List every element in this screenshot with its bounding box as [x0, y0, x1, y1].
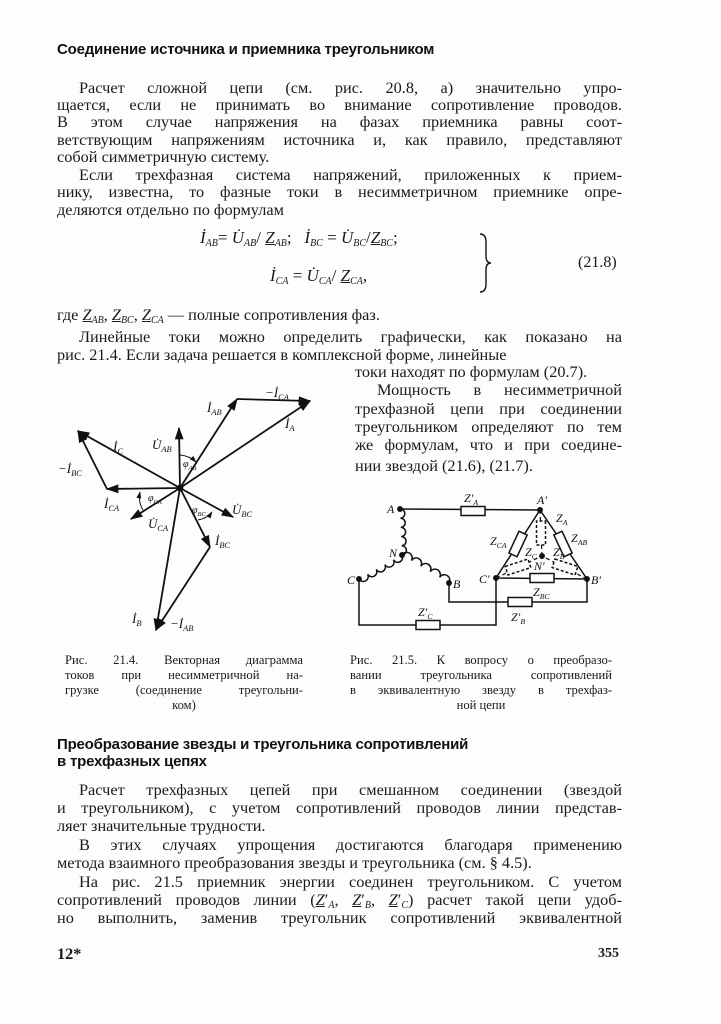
circuit-node: [540, 554, 544, 558]
vector-label: $İ_{BC}$: [215, 533, 231, 550]
circuit-label: C: [347, 573, 356, 587]
text-line: Если трехфазная система напряжений, приложенных к прием-: [79, 165, 622, 184]
vector-label: $-İ_{CA}$: [265, 385, 289, 402]
formula-line-1: $İ_{AB}=$ $U̇_{AB}/$ $Z_{AB}$; $İ_{BC}$ = $U̇_{BC}/Z_{BC}$;: [200, 228, 398, 249]
origin-point: [178, 486, 183, 491]
circuit-label: $Z'_A$: [464, 491, 479, 507]
resistor-z-prime-b: [508, 598, 532, 607]
circuit-node: [585, 577, 589, 581]
vector-label: $\varphi_{AB}$: [183, 459, 197, 472]
vector-label: $İ_A$: [285, 416, 295, 433]
vector-label: $-İ_{BC}$: [58, 461, 82, 478]
circuit-label: $Z_B$: [553, 545, 565, 561]
circuit-label: B: [453, 577, 461, 591]
text-line-z-prime: сопротивлений проводов линии ($Z'_A$, $Z'_B$, $Z'_C$) расчет такой цепи удоб-: [57, 890, 622, 911]
vector-i-ca: [107, 488, 180, 489]
text-line: ляет значительные трудности.: [57, 816, 266, 835]
text-line: рис. 21.4. Если задача решается в комплексной форме, линейные: [57, 345, 507, 364]
circuit-label: $Z_{AB}$: [571, 531, 588, 547]
figure-21-5-caption-line: ной цепи: [456, 698, 506, 712]
section-heading-2-line-2: в трехфазных цепях: [57, 753, 207, 770]
text-line: деляются отдельно по формулам: [57, 200, 284, 219]
resistor-z-prime-a: [461, 507, 485, 516]
text-line: нику, известна, то фазные токи в несимметричном приемнике опре-: [57, 182, 622, 201]
resistor-z-c-star: [505, 559, 531, 575]
vector-label: $U̇_{AB}$: [152, 437, 172, 454]
text-line: Расчет сложной цепи (см. рис. 20.8, а) значительно упро-: [79, 78, 622, 97]
text-line: Линейные токи можно определить графически, как показано на: [79, 327, 622, 346]
circuit-label: C′: [479, 572, 490, 586]
section-heading-2-line-1: Преобразование звезды и треугольника сопротивлений: [57, 736, 469, 753]
circuit-label: $Z_{BC}$: [533, 585, 550, 601]
vector-label: $U̇_{BC}$: [232, 502, 253, 519]
text-line: трехфазной цепи при соединении: [355, 399, 622, 418]
text-line: но выполнить, заменив треугольник сопротивлений эквивалентной: [57, 908, 622, 927]
vector-i-b: [156, 488, 180, 630]
text-line: и треугольником), с учетом сопротивлений проводов линии представ-: [57, 798, 622, 817]
vector-label: $İ_B$: [132, 611, 142, 628]
resistor-z-b-star: [552, 559, 578, 575]
vector-i-c: [78, 431, 180, 488]
circuit-label: A′: [537, 493, 547, 507]
text-line: В этих случаях упрощения достигаются благодаря применению: [79, 835, 622, 854]
circuit-node: [538, 508, 542, 512]
text-line: щается, если не принимать во внимание сопротивление проводов.: [57, 95, 622, 114]
vector-label: $\varphi_{CA}$: [148, 493, 162, 506]
source-winding-a: [400, 509, 406, 555]
circuit-label: N: [389, 546, 398, 560]
text-line: На рис. 21.5 приемник энергии соединен треугольником. С учетом: [79, 872, 622, 891]
page-number: 355: [598, 946, 619, 961]
circuit-label: $Z_{CA}$: [490, 534, 507, 550]
text-line: Расчет трехфазных цепей при смешанном соединении (звездой: [79, 780, 622, 799]
circuit-label: $Z_A$: [556, 511, 568, 527]
circuit-label: $Z'_C$: [418, 605, 433, 621]
circuit-label: A: [387, 502, 395, 516]
text-line: метода взаимного преобразования звезды и треугольника (см. § 4.5).: [57, 853, 532, 872]
circuit-label: $Z_C$: [525, 545, 537, 561]
figure-21-4-caption-line: Рис. 21.4. Векторная диаграмма: [65, 653, 303, 667]
text-line: В этом случае напряжения на фазах приемника равны соот-: [57, 112, 622, 131]
circuit-label: B′: [591, 573, 601, 587]
text-line: токи находят по формулам (20.7).: [355, 362, 588, 381]
vector-label: $İ_C$: [113, 439, 123, 456]
equation-number: (21.8): [578, 254, 617, 271]
text-line: Мощность в несимметричной: [377, 380, 622, 399]
vector-i-a: [180, 401, 310, 488]
figure-21-4-caption-line: ком): [172, 698, 196, 712]
vector-label: $U̇_{CA}$: [148, 516, 169, 533]
circuit-node: [398, 507, 402, 511]
circuit-label: $Z'_B$: [511, 610, 526, 626]
angle-arc-phi-ca: [139, 492, 143, 510]
resistor-z-a-star: [537, 521, 546, 545]
formula-line-2: $İ_{CA}$ = $U̇_{CA}/$ $Z_{CA}$,: [270, 266, 368, 287]
text-line: ветствующим напряжениям источника и, как правило, представляют: [57, 130, 622, 149]
text-line: нии звездой (21.6), (21.7).: [355, 456, 533, 475]
figure-21-4-caption-line: грузке (соединение треугольни-: [65, 683, 303, 697]
resistor-z-bc: [530, 574, 554, 583]
circuit-node: [447, 581, 451, 585]
signature-mark: 12*: [57, 944, 82, 963]
figure-21-5-caption-line: вании треугольника сопротивлений: [350, 668, 612, 682]
vector-label: $\varphi_{BC}$: [192, 505, 206, 518]
resistor-z-prime-c: [416, 621, 440, 630]
where-line: где $Z_{AB}$, $Z_{BC}$, $Z_{CA}$ — полные сопротивления фаз.: [57, 305, 380, 326]
vector-u-ab: [179, 428, 180, 488]
circuit-label: N′: [534, 559, 545, 573]
vector-label: $İ_{CA}$: [104, 496, 120, 513]
text-line: треугольником определяют по тем: [355, 417, 622, 436]
text-line: собой симметричную систему.: [57, 147, 270, 166]
text-line: же формулам, что и при соедине-: [355, 435, 622, 454]
section-heading: Соединение источника и приемника треугольником: [57, 41, 435, 58]
circuit-diagram-figure: [357, 507, 589, 630]
circuit-node: [357, 577, 361, 581]
vector-label: $-İ_{AB}$: [170, 616, 194, 633]
circuit-node: [494, 576, 498, 580]
source-winding-b: [402, 552, 450, 583]
formula-brace: [478, 232, 494, 294]
figure-21-4-caption-line: токов при несимметричной на-: [65, 668, 303, 682]
vector-label: $İ_{AB}$: [207, 400, 222, 417]
figure-21-5-caption-line: в эквивалентную звезду в трехфаз-: [350, 683, 612, 697]
circuit-node: [400, 553, 404, 557]
figure-21-5-caption-line: Рис. 21.5. К вопросу о преобразо-: [350, 653, 612, 667]
